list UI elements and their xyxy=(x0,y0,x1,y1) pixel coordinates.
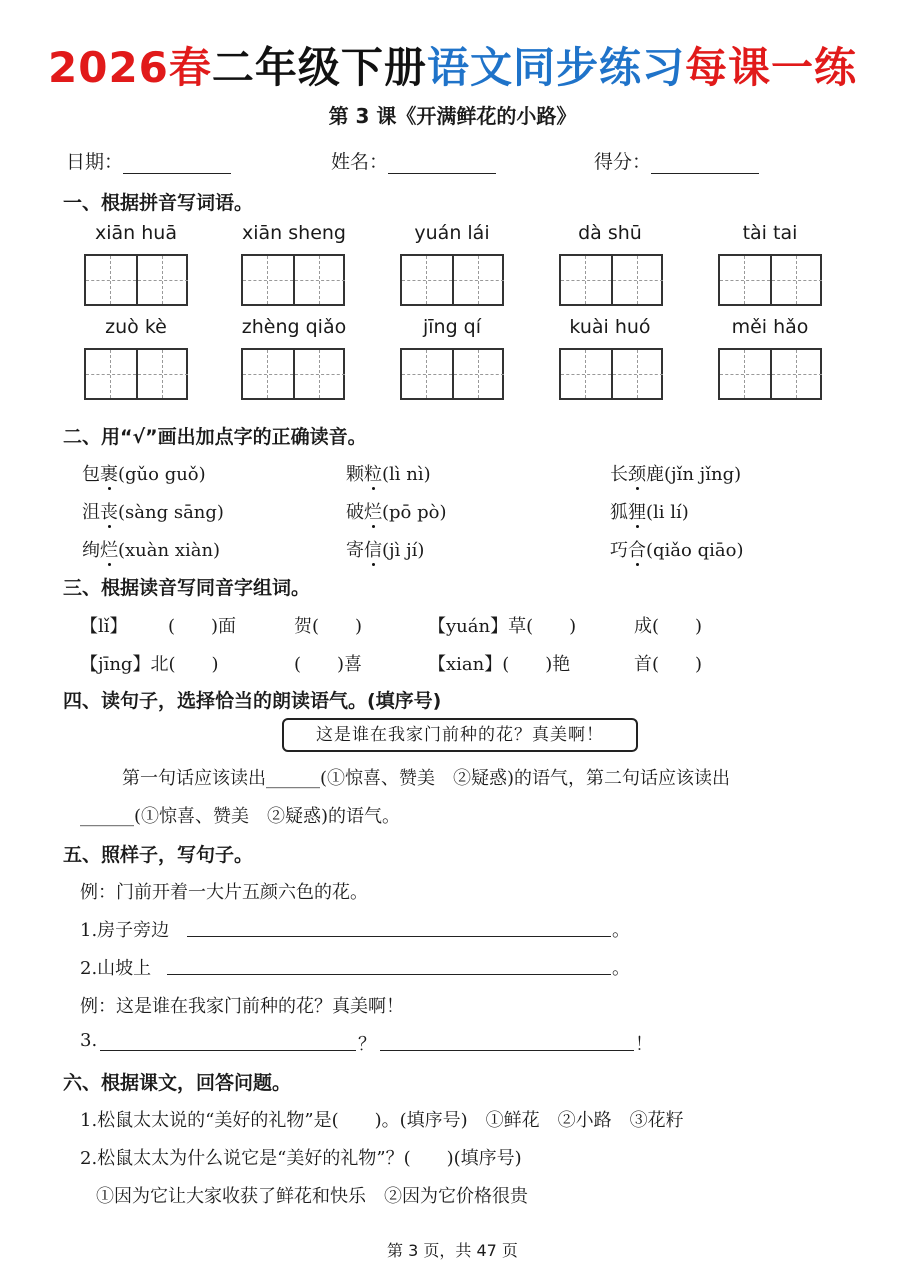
title-tail: 每课一练 xyxy=(684,43,857,92)
sentence-box: 这是谁在我家门前种的花？真美啊！ xyxy=(282,718,638,752)
score-field[interactable]: 得分： xyxy=(594,147,759,174)
homophone-item[interactable]: ( )面 xyxy=(168,616,237,637)
reading-item[interactable]: 颗粒(lì nì) xyxy=(346,464,431,485)
question-line[interactable]: 2.松鼠太太为什么说它是“美好的礼物”？( )(填序号) xyxy=(80,1148,522,1169)
answer-line[interactable] xyxy=(380,1050,634,1051)
writing-grid[interactable] xyxy=(241,348,345,400)
section-4-heading: 四、读句子，选择恰当的朗读语气。(填序号) xyxy=(63,690,442,712)
section-5-heading: 五、照样子，写句子。 xyxy=(63,844,254,866)
page-title xyxy=(0,40,905,96)
name-field[interactable]: 姓名： xyxy=(331,147,496,174)
writing-grid[interactable] xyxy=(400,254,504,306)
reading-item[interactable]: 绚烂(xuàn xiàn) xyxy=(82,540,221,561)
writing-grid[interactable] xyxy=(84,348,188,400)
tone-question-line[interactable]: 第一句话应该读出______(①惊喜、赞美 ②疑惑)的语气，第二句话应该读出 xyxy=(122,768,731,789)
page-number: 第 3 页，共 47 页 xyxy=(387,1241,518,1260)
section-3-heading: 三、根据读音写同音字组词。 xyxy=(63,577,311,599)
pinyin-label: xiān huā xyxy=(95,222,177,244)
homophone-item[interactable]: 成( ) xyxy=(634,616,703,637)
writing-grid[interactable] xyxy=(718,348,822,400)
pinyin-label: zhèng qiǎo xyxy=(241,316,347,338)
reading-item[interactable]: 沮丧(sàng sāng) xyxy=(82,502,224,523)
homophone-item[interactable]: 【yuán】草( ) xyxy=(428,616,577,637)
title-grade: 二年级下册 xyxy=(211,43,427,92)
answer-line[interactable] xyxy=(100,1050,356,1051)
title-subject: 语文同步练习 xyxy=(426,43,685,92)
reading-item[interactable]: 破烂(pō pò) xyxy=(346,502,447,523)
writing-grid[interactable] xyxy=(559,348,663,400)
answer-options: ①因为它让大家收获了鲜花和快乐 ②因为它价格很贵 xyxy=(96,1186,528,1207)
homophone-item[interactable]: 【jīng】北( ) xyxy=(80,654,219,675)
question-3-prefix: 3. xyxy=(80,1030,98,1051)
example-sentence: 例：门前开着一大片五颜六色的花。 xyxy=(80,882,368,903)
reading-item[interactable]: 寄信(jì jí) xyxy=(346,540,425,561)
pinyin-label: zuò kè xyxy=(105,316,167,338)
answer-line[interactable] xyxy=(167,974,611,975)
reading-item[interactable]: 长颈鹿(jǐn jǐng) xyxy=(610,464,742,485)
pinyin-label: měi hǎo xyxy=(731,316,809,338)
homophone-item: 【lǐ】 xyxy=(80,616,128,637)
writing-grid[interactable] xyxy=(559,254,663,306)
tone-question-line[interactable]: ______(①惊喜、赞美 ②疑惑)的语气。 xyxy=(80,806,401,827)
writing-grid[interactable] xyxy=(84,254,188,306)
period-mark: 。 xyxy=(612,920,630,941)
writing-grid[interactable] xyxy=(241,254,345,306)
period-mark: 。 xyxy=(612,958,630,979)
pinyin-label: jīng qí xyxy=(422,316,482,338)
example-sentence: 例：这是谁在我家门前种的花？真美啊！ xyxy=(80,996,404,1017)
question-2-prefix: 2.山坡上 xyxy=(80,958,152,979)
date-field[interactable]: 日期： xyxy=(66,147,231,174)
writing-grid[interactable] xyxy=(718,254,822,306)
reading-item[interactable]: 狐狸(li lí) xyxy=(610,502,689,523)
pinyin-label: tài tai xyxy=(742,222,798,244)
exclamation-mark: ！ xyxy=(635,1034,653,1055)
question-line[interactable]: 1.松鼠太太说的“美好的礼物”是( )。(填序号) ①鲜花 ②小路 ③花籽 xyxy=(80,1110,684,1131)
homophone-item[interactable]: 首( ) xyxy=(634,654,703,675)
pinyin-label: yuán lái xyxy=(414,222,490,244)
reading-item[interactable]: 包裹(gǔo guǒ) xyxy=(82,464,206,485)
pinyin-label: dà shū xyxy=(578,222,642,244)
homophone-item[interactable]: ( )喜 xyxy=(294,654,363,675)
reading-item[interactable]: 巧合(qiǎo qiāo) xyxy=(610,540,744,561)
writing-grid[interactable] xyxy=(400,348,504,400)
question-mark: ？ xyxy=(358,1034,376,1055)
title-year: 2026春 xyxy=(48,43,212,92)
pinyin-label: xiān sheng xyxy=(242,222,346,244)
homophone-item[interactable]: 贺( ) xyxy=(294,616,363,637)
answer-line[interactable] xyxy=(187,936,611,937)
section-6-heading: 六、根据课文，回答问题。 xyxy=(63,1072,292,1094)
question-1-prefix: 1.房子旁边 xyxy=(80,920,170,941)
lesson-subtitle: 第 3 课《开满鲜花的小路》 xyxy=(328,104,577,128)
section-2-heading: 二、用“√”画出加点字的正确读音。 xyxy=(63,426,367,448)
homophone-item[interactable]: 【xian】( )艳 xyxy=(428,654,571,675)
pinyin-label: kuài huó xyxy=(569,316,651,338)
section-1-heading: 一、根据拼音写词语。 xyxy=(63,192,254,214)
